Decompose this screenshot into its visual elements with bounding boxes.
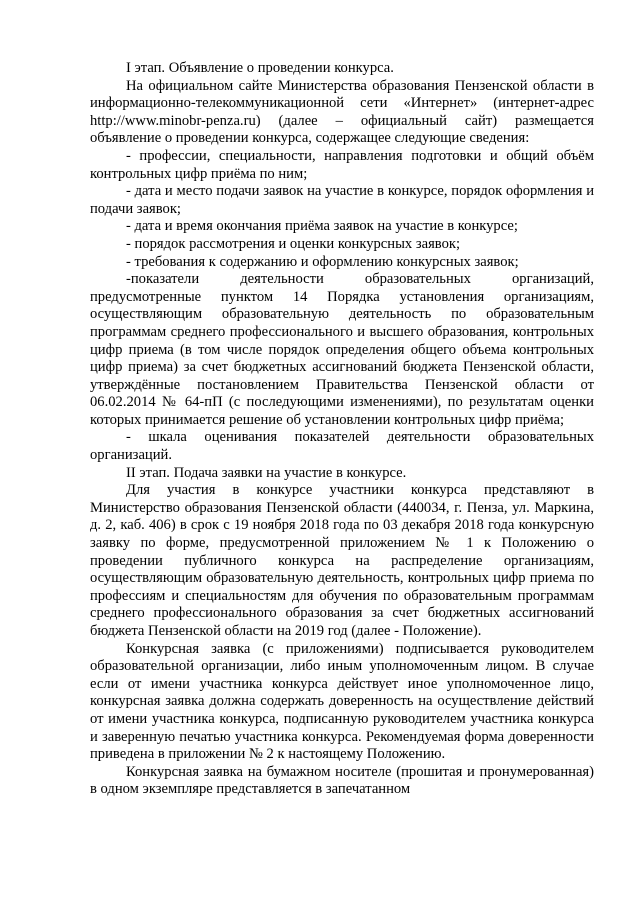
paragraph-signature: Конкурсная заявка (с приложениями) подписывается руководителем образовательной организации, либо иным уполномоченным лицом. В случае если от имени участника конкурса действует иное уполномоченное лицо, конкурсная заявка должна содержать доверенность на осуществление действий от имени участника конкурса, подписанную руководителем участника конкурса и заверенную печатью участника конкурса. Рекомендуемая форма доверенности приведена в приложении № 2 к настоящему Положению. bbox=[90, 640, 594, 763]
list-item-scale: - шкала оценивания показателей деятельности образовательных организаций. bbox=[90, 429, 594, 464]
list-item-deadline: - дата и время окончания приёма заявок на участие в конкурсе; bbox=[126, 218, 518, 235]
list-item-requirements: - требования к содержанию и оформлению конкурсных заявок; bbox=[126, 253, 519, 270]
stage-2-heading: II этап. Подача заявки на участие в конкурсе. bbox=[126, 464, 407, 481]
paragraph-official-site: На официальном сайте Министерства образования Пензенской области в информационно-телекоммуникационной сети «Интернет» (интернет-адрес http://www.minobr-penza.ru) (далее – официальный сайт) размещается объявление о проведении конкурса, содержащее следующие сведения: bbox=[90, 77, 594, 147]
list-item-indicators: -показатели деятельности образовательных организаций, предусмотренные пунктом 14 Порядка установления организациям, осуществляющим образовательную деятельность по образовательным программам среднего профессионального и высшего образования, контрольных цифр приема (в том числе порядок определения общего объема контрольных цифр приема) за счет бюджетных ассигнований бюджета Пензенской области, утверждённые постановлением Правительства Пензенской области от 06.02.2014 № 64-пП (с последующими изменениями), по результатам оценки которых принимается решение об установлении контрольных цифр приёма; bbox=[90, 271, 594, 428]
document-page bbox=[90, 60, 594, 799]
list-item-date-place: - дата и место подачи заявок на участие в конкурсе, порядок оформления и подачи заявок; bbox=[90, 183, 594, 217]
list-item-professions: - профессии, специальности, направления подготовки и общий объём контрольных цифр приёма по ним; bbox=[90, 147, 594, 182]
stage-1-heading: I этап. Объявление о проведении конкурса. bbox=[126, 60, 394, 76]
paragraph-paper-submission: Конкурсная заявка на бумажном носителе (прошитая и пронумерованная) в одном экземпляре представляется в запечатанном bbox=[90, 763, 594, 798]
paragraph-participation: Для участия в конкурсе участники конкурса представляют в Министерство образования Пензенской области (440034, г. Пенза, ул. Маркина, д. 2, каб. 406) в срок с 19 ноября 2018 года по 03 декабря 2018 года конкурсную заявку по форме, предусмотренной приложением № 1 к Положению о проведении публичного конкурса на распределение организациям, осуществляющим образовательную деятельность, контрольных цифр приема по профессиям и специальностям для обучения по образовательным программам среднего профессионального образования за счет бюджетных ассигнований бюджета Пензенской области на 2019 год (далее - Положение). bbox=[90, 482, 594, 639]
list-item-review-order: - порядок рассмотрения и оценки конкурсных заявок; bbox=[126, 235, 461, 252]
